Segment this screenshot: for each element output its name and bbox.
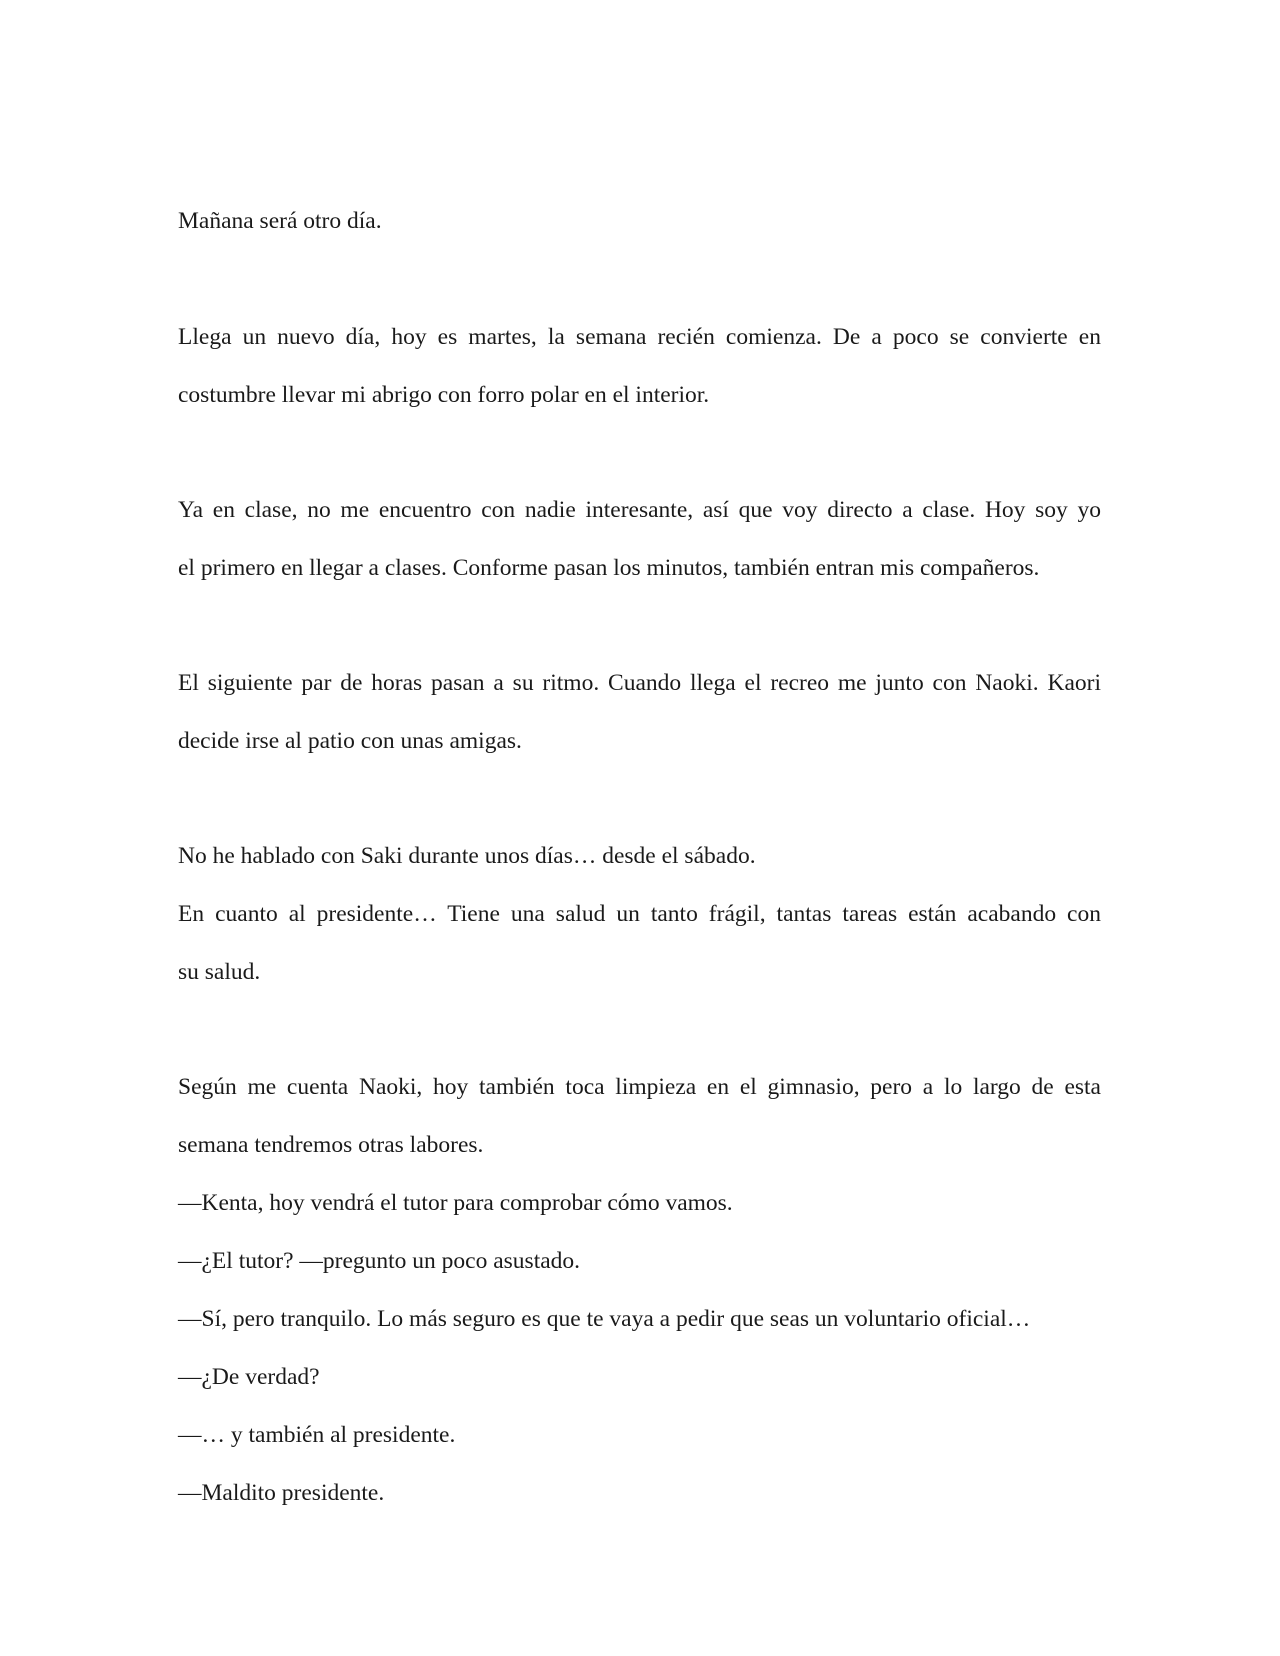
text-line: su salud.	[178, 959, 261, 985]
text-line: No he hablado con Saki durante unos días… desde el sábado.	[178, 843, 756, 869]
text-line: —Kenta, hoy vendrá el tutor para comprobar cómo vamos.	[178, 1190, 733, 1216]
text-line: el primero en llegar a clases. Conforme pasan los minutos, también entran mis compañeros.	[178, 555, 1040, 581]
text-line: Mañana será otro día.	[178, 208, 382, 234]
text-line: semana tendremos otras labores.	[178, 1132, 484, 1158]
text-line: —… y también al presidente.	[178, 1422, 456, 1448]
text-line: —Sí, pero tranquilo. Lo más seguro es que te vaya a pedir que seas un voluntario oficial…	[178, 1306, 1031, 1332]
text-line: En cuanto al presidente… Tiene una salud un tanto frágil, tantas tareas están acabando con	[178, 901, 1101, 927]
text-line: —¿De verdad?	[178, 1364, 320, 1390]
text-line: Llega un nuevo día, hoy es martes, la semana recién comienza. De a poco se convierte en	[178, 324, 1101, 350]
text-line: decide irse al patio con unas amigas.	[178, 728, 522, 754]
text-line: —¿El tutor? —pregunto un poco asustado.	[178, 1248, 581, 1274]
text-line: —Maldito presidente.	[178, 1480, 385, 1506]
text-line: costumbre llevar mi abrigo con forro polar en el interior.	[178, 382, 710, 408]
text-line: Ya en clase, no me encuentro con nadie interesante, así que voy directo a clase. Hoy soy yo	[178, 497, 1101, 523]
text-line: El siguiente par de horas pasan a su ritmo. Cuando llega el recreo me junto con Naoki. Kaori	[178, 670, 1101, 696]
text-line: Según me cuenta Naoki, hoy también toca limpieza en el gimnasio, pero a lo largo de esta	[178, 1074, 1101, 1100]
